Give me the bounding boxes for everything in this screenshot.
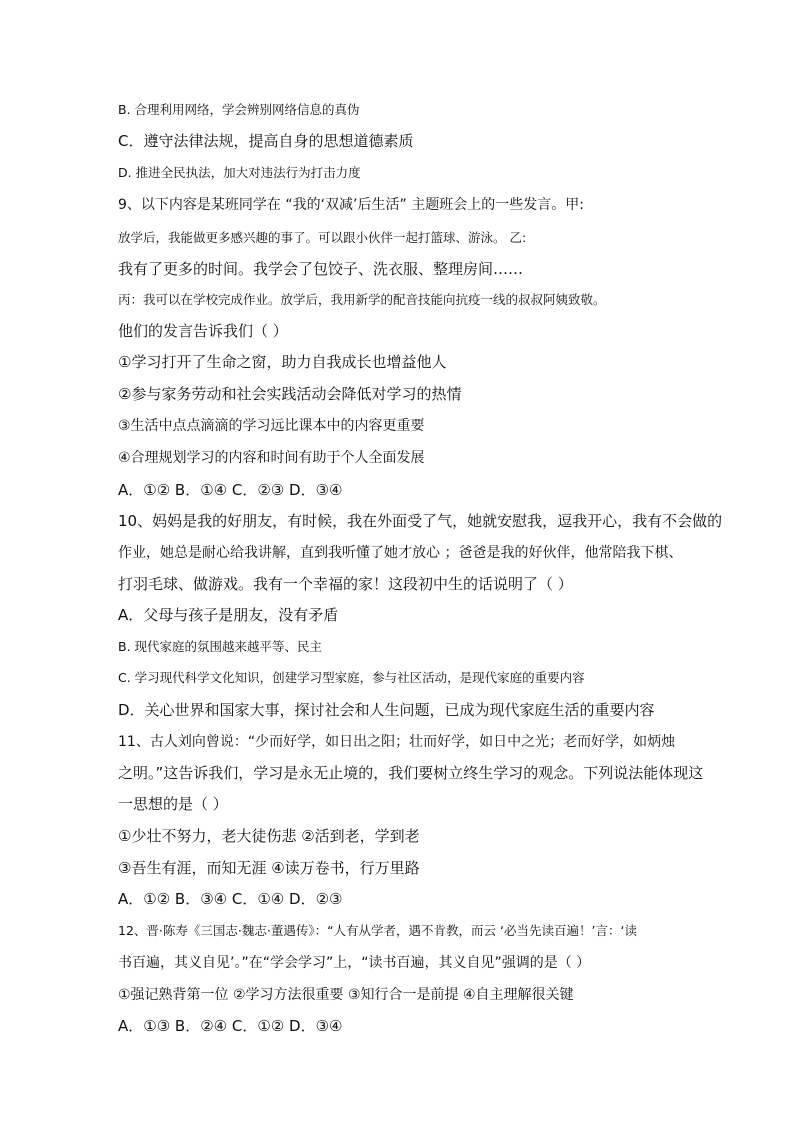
q11-stem-1: 11、古人刘向曾说：“少而好学，如日出之阳；壮而好学，如日中之光；老而好学，如炳烛 bbox=[118, 734, 676, 750]
q9-item-3: ③生活中点点滴滴的学习远比课本中的内容更重要 bbox=[118, 418, 425, 434]
q9-speech-b: 我有了更多的时间。我学会了包饺子、洗衣服、整理房间…… bbox=[118, 260, 524, 278]
q9-question: 他们的发言告诉我们（ ） bbox=[118, 322, 288, 340]
q11-items-1: ①少壮不努力，老大徒伤悲 ②活到老，学到老 bbox=[118, 827, 420, 845]
q10-option-d: D．关心世界和国家大事，探讨社会和人生问题，已成为现代家庭生活的重要内容 bbox=[118, 701, 655, 719]
q10-option-c: C. 学习现代科学文化知识，创建学习型家庭，参与社区活动，是现代家庭的重要内容 bbox=[118, 670, 585, 685]
option-c-q8: C．遵守法律法规，提高自身的思想道德素质 bbox=[118, 132, 414, 150]
q9-options: A．①② B．①④ C．②③ D．③④ bbox=[118, 481, 343, 499]
q10-stem-1: 10、妈妈是我的好朋友，有时候，我在外面受了气，她就安慰我，逗我开心，我有不会做的 bbox=[118, 512, 723, 530]
q11-options: A．①② B．③④ C．①④ D．②③ bbox=[118, 890, 343, 908]
q10-stem-3: 打羽毛球、做游戏。我有一个幸福的家！这段初中生的话说明了（ ） bbox=[118, 575, 573, 593]
q11-stem-2: 之明。”这告诉我们，学习是永无止境的，我们要树立终生学习的观念。下列说法能体现这 bbox=[118, 764, 704, 782]
q9-speech-a: 放学后，我能做更多感兴趣的事了。可以跟小伙伴一起打篮球、游泳。 乙: bbox=[118, 230, 527, 245]
q12-stem-2: 书百遍，其义自见’。”在“学会学习”上，“读书百遍，其义自见”强调的是（ ） bbox=[118, 955, 591, 971]
q11-stem-3: 一思想的是（ ） bbox=[118, 795, 228, 813]
q12-options: A．①③ B．②④ C．①② D．③④ bbox=[118, 1017, 343, 1035]
q12-stem-1: 12、晋·陈寿《三国志·魏志·董遇传》：“人有从学者，遇不肯教，而云 ‘必当先读百遍！’言：‘读 bbox=[118, 923, 637, 938]
q12-items: ①强记熟背第一位 ②学习方法很重要 ③知行合一是前提 ④自主理解很关键 bbox=[118, 987, 574, 1003]
q9-item-1: ①学习打开了生命之窗，助力自我成长也增益他人 bbox=[118, 353, 447, 371]
q9-stem: 9、以下内容是某班同学在 “我的‘双减’后生活” 主题班会上的一些发言。甲: bbox=[118, 197, 584, 213]
q11-items-2: ③吾生有涯，而知无涯 ④读万卷书，行万里路 bbox=[118, 859, 420, 877]
q10-option-a: A．父母与孩子是朋友，没有矛盾 bbox=[118, 606, 339, 624]
q9-item-4: ④合理规划学习的内容和时间有助于个人全面发展 bbox=[118, 450, 425, 466]
q9-speech-c: 丙：我可以在学校完成作业。放学后，我用新学的配音技能向抗疫一线的叔叔阿姨致敬。 bbox=[118, 292, 606, 307]
option-b-q8: B. 合理利用网络，学会辨别网络信息的真伪 bbox=[118, 102, 360, 117]
option-d-q8: D. 推进全民执法，加大对违法行为打击力度 bbox=[118, 165, 361, 180]
q9-item-2: ②参与家务劳动和社会实践活动会降低对学习的热情 bbox=[118, 385, 462, 403]
q10-option-b: B. 现代家庭的氛围越来越平等、民主 bbox=[118, 639, 323, 654]
q10-stem-2: 作业，她总是耐心给我讲解，直到我听懂了她才放心 ；爸爸是我的好伙伴，他常陪我下棋、 bbox=[118, 545, 683, 561]
